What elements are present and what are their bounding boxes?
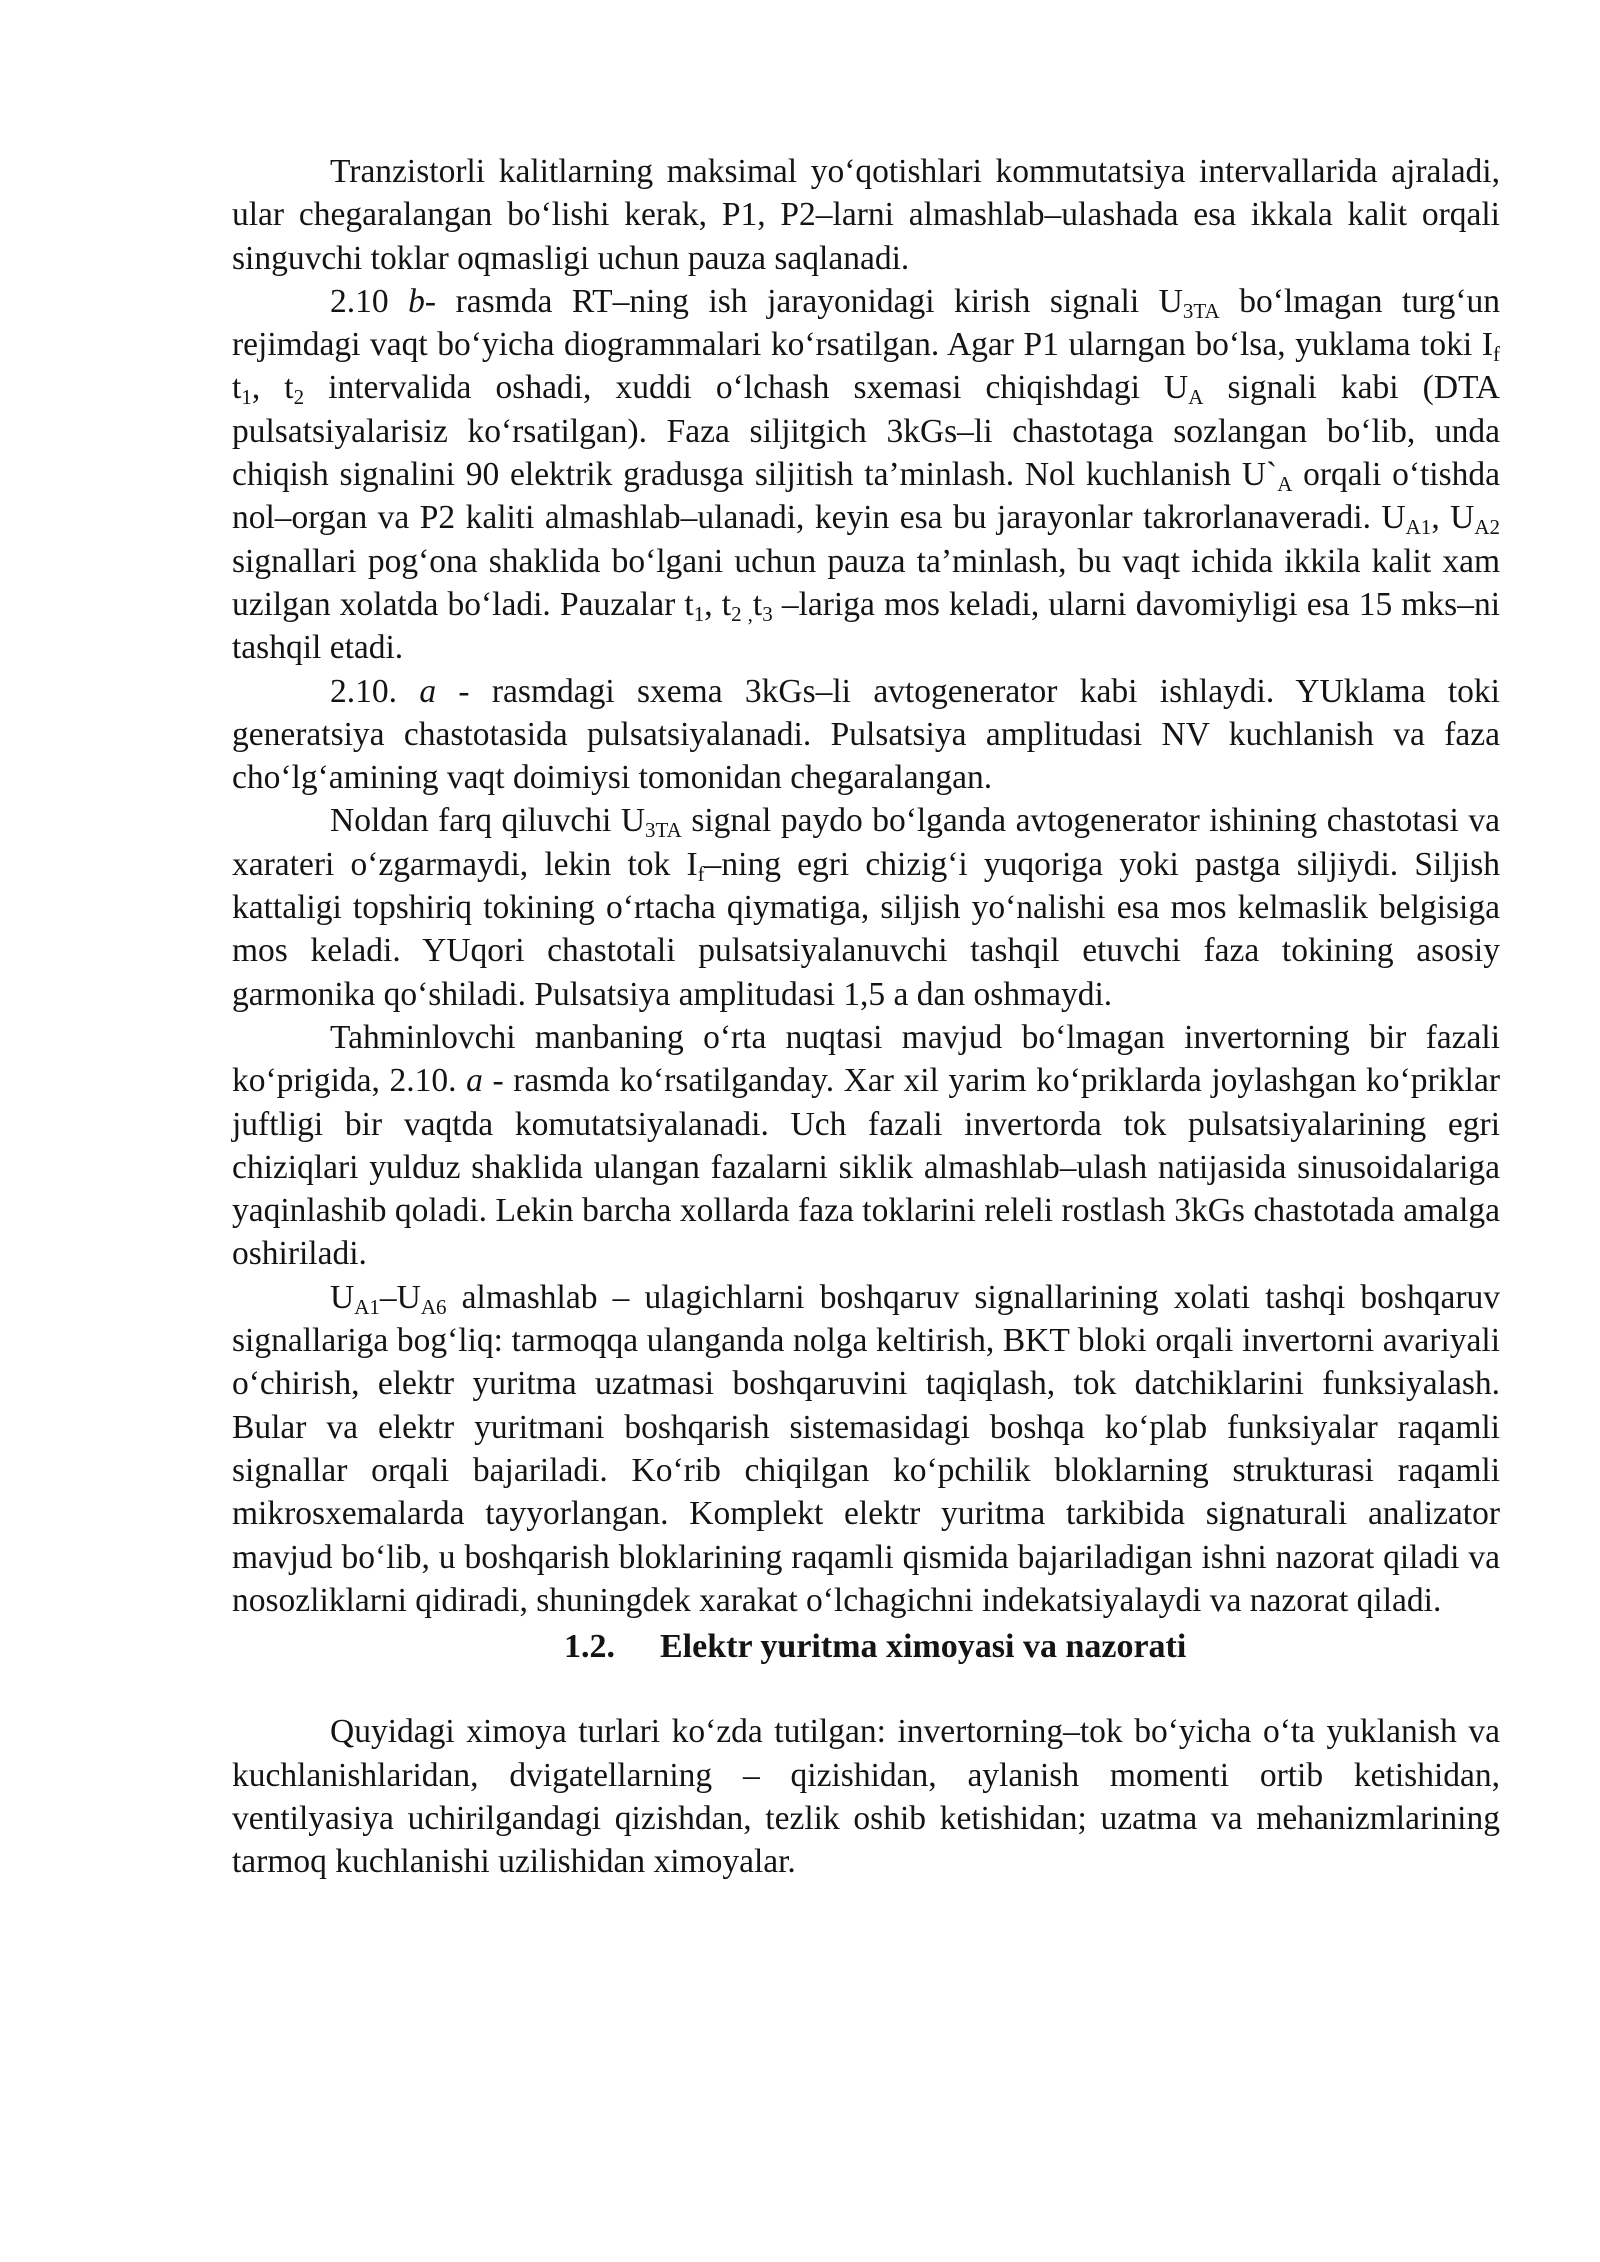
text-run: - rasmdagi sxema 3kGs–li avtogenerator kabi ishlaydi. YUklama toki generatsiya chastotasida pulsatsiyalanadi. Pulsatsiya amplitudasi NV kuchlanish va faza cho‘lg‘amining vaqt doimiysi tomonidan chegaralangan. <box>232 672 1500 797</box>
italic-run: a <box>419 672 437 710</box>
text-run: –ning egri chizig‘i yuqoriga yoki pastga siljiydi. Siljish kattaligi topshiriq tokining o‘rtacha qiymatiga, siljish yo‘nalishi esa mos kelmaslik belgisiga mos keladi. YUqori chastotali pulsatsiyalanuvchi tashqil etuvchi faza tokining asosiy garmonika qo‘shiladi. Pulsatsiya amplitudasi 1,5 a dan oshmaydi. <box>232 845 1501 1013</box>
subscript: 1 <box>241 385 252 410</box>
section-title: Elektr yuritma ximoyasi va nazorati <box>660 1628 1187 1666</box>
paragraph-5 <box>232 1016 1500 1276</box>
paragraph-6 <box>232 1276 1500 1622</box>
text-run: –lariga mos keladi, ularni davomiyligi esa 15 mks–ni tashqil etadi. <box>232 585 1500 667</box>
text-run: Tahminlovchi manbaning o‘rta nuqtasi mavjud bo‘lmagan invertorning bir fazali ko‘prigida, 2.10. <box>232 1018 1500 1100</box>
text-run: –U <box>379 1278 421 1316</box>
subscript: f <box>1493 342 1500 367</box>
text-run: U <box>330 1278 355 1316</box>
text-run: Tranzistorli kalitlarning maksimal yo‘qotishlari kommutatsiya intervallarida ajraladi, ular chegaralangan bo‘lishi kerak, P1, P2–larni almashlab–ulashada esa ikkala kalit orqali singuvchi toklar oqmasligi uchun pauza saqlanadi. <box>232 153 1500 277</box>
paragraph-3 <box>232 670 1500 800</box>
subscript: f <box>697 861 705 886</box>
text-run: 2.10 <box>330 282 409 320</box>
text-run: signal paydo bo‘lganda avtogenerator ishining chastotasi va xarateri o‘zgarmaydi, lekin tok I <box>232 802 1500 883</box>
text-run: , U <box>1431 499 1475 537</box>
text-run: , t <box>251 369 294 407</box>
text-run: signali kabi (DTA pulsatsiyalarisiz ko‘rsatilgan). Faza siljitgich 3kGs–li chastotaga sozlangan bo‘lib, unda chiqish signalini 90 elektrik gradusga siljitish ta’minlash. Nol kuchlanish U` <box>232 369 1500 494</box>
paragraph-2 <box>232 280 1500 670</box>
subscript: A6 <box>420 1294 447 1319</box>
text-run: 2.10. <box>330 672 420 710</box>
spacer <box>232 1668 1500 1710</box>
subscript: A1 <box>354 1294 380 1319</box>
document-page <box>232 150 1500 1884</box>
subscript: 1 <box>693 601 705 626</box>
closing-paragraph: Quyidagi ximoya turlari ko‘zda tutilgan: invertorning–tok bo‘yicha o‘ta yuklanish va kuchlanishlaridan, dvigatellarning – qizishidan, aylanish momenti ortib ketishidan, ventilyasiya uchirilgandagi qizishdan, tezlik oshib ketishidan; uzatma va mehanizmlarining tarmoq kuchlanishi uzilishidan ximoyalar. <box>232 1713 1500 1881</box>
text-run: orqali o‘tishda nol–organ va P2 kaliti almashlab–ulanadi, keyin esa bu jarayonlar takrorlanaveradi. U <box>232 456 1500 537</box>
subscript: A2 <box>1474 515 1500 540</box>
italic-run: b- <box>408 282 437 320</box>
subscript: 3TA <box>645 818 682 843</box>
subscript: 3TA <box>1182 298 1220 323</box>
subscript: A1 <box>1405 515 1432 540</box>
paragraph-4 <box>232 799 1500 1015</box>
paragraph-1 <box>232 150 1500 280</box>
text-run: t <box>752 585 763 623</box>
text-run: , t <box>704 585 732 623</box>
italic-run: a <box>466 1062 483 1100</box>
text-run: Noldan farq qiluvchi U <box>330 802 646 840</box>
section-number: 1.2. <box>564 1628 615 1666</box>
text-run: bo‘lmagan turg‘un rejimdagi vaqt bo‘yicha diogrammalari ko‘rsatilgan. Agar P1 ularngan bo‘lsa, yuklama toki I <box>232 282 1501 364</box>
subscript: A <box>1277 472 1293 497</box>
text-run: intervalida oshadi, xuddi o‘lchash sxemasi chiqishdagi U <box>304 369 1189 407</box>
text-run: - rasmda ko‘rsatilganday. Xar xil yarim ko‘priklarda joylashgan ko‘priklar juftligi bir vaqtda komutatsiyalanadi. Uch fazali invertorda tok pulsatsiyalarining egri chiziqlari yulduz shaklida ulangan fazalarni siklik almashlab–ulash natijasida sinusoidalariga yaqinlashib qoladi. Lekin barcha xollarda faza toklarini releli rostlash 3kGs chastotada amalga oshiriladi. <box>232 1062 1501 1273</box>
text-run: signallari pog‘ona shaklida bo‘lgani uchun pauza ta’minlash, bu vaqt ichida ikkila kalit xam uzilgan xolatda bo‘ladi. Pauzalar t <box>232 542 1500 623</box>
subscript: A <box>1188 385 1204 410</box>
subscript: 3 <box>762 601 773 626</box>
text-run: rasmda RT–ning ish jarayonidagi kirish signali U <box>436 282 1183 320</box>
text-run: t <box>232 369 242 407</box>
text-run: almashlab – ulagichlarni boshqaruv signallarining xolati tashqi boshqaruv signallariga bog‘liq: tarmoqqa ulanganda nolga keltirish, BKT bloki orqali invertorni avariyali o‘chirish, elektr yuritma uzatmasi boshqaruvini taqiqlash, tok datchiklarini funksiyalash. Bular va elektr yuritmani boshqarish sistemasidagi boshqa ko‘plab funksiyalar raqamli signallar orqali bajariladi. Ko‘rib chiqilgan ko‘pchilik bloklarning strukturasi raqamli mikrosxemalarda tayyorlangan. Komplekt elektr yuritma tarkibida signaturali analizator mavjud bo‘lib, u boshqarish bloklarining raqamli qismida bajariladigan ishni nazorat qiladi va nosozliklarni qidiradi, shuningdek xarakat o‘lchagichni indekatsiyalaydi va nazorat qiladi. <box>232 1278 1500 1619</box>
section-heading <box>232 1625 1500 1668</box>
subscript: 2 , <box>731 601 753 626</box>
subscript: 2 <box>293 385 305 410</box>
